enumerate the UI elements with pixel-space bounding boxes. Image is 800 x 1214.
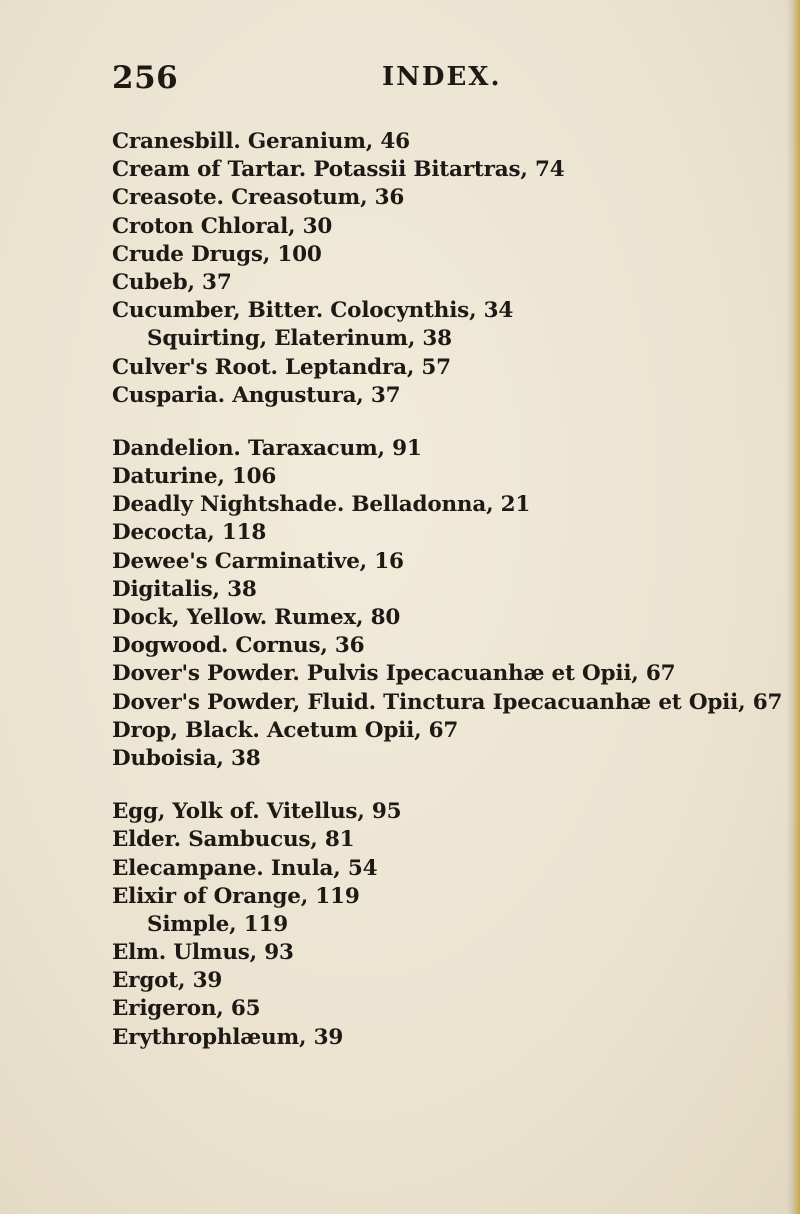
index-entry: Creasote. Creasotum, 36: [112, 185, 405, 211]
running-head: INDEX.: [382, 62, 502, 92]
index-entry: Croton Chloral, 30: [112, 213, 333, 239]
index-section-d: [112, 435, 800, 773]
index-entry: Cubeb, 37: [112, 269, 232, 295]
index-entry: Elixir of Orange, 119: [112, 883, 360, 909]
index-entry: Culver's Root. Leptandra, 57: [112, 354, 451, 380]
index-entry: Crude Drugs, 100: [112, 241, 322, 267]
index-entry: Ergot, 39: [112, 968, 223, 994]
index-entry: Elecampane. Inula, 54: [112, 855, 378, 881]
index-entries: [112, 128, 800, 1077]
index-entry: Dandelion. Taraxacum, 91: [112, 435, 422, 461]
index-entry: Cusparia. Angustura, 37: [112, 382, 401, 408]
index-entry: Dewee's Carminative, 16: [112, 548, 404, 574]
index-entry: Dover's Powder, Fluid. Tinctura Ipecacuanhæ et Opii, 67: [112, 689, 783, 715]
index-entry: Elm. Ulmus, 93: [112, 940, 294, 966]
index-entry: Drop, Black. Acetum Opii, 67: [112, 717, 459, 743]
index-subentry: Simple, 119: [147, 911, 288, 937]
index-entry: Dock, Yellow. Rumex, 80: [112, 605, 401, 630]
index-section-e: [112, 798, 800, 1052]
index-entry: Cream of Tartar. Potassii Bitartras, 74: [112, 157, 565, 183]
index-section-c: [112, 128, 800, 410]
index-entry: Duboisia, 38: [112, 745, 261, 771]
index-entry: Digitalis, 38: [112, 576, 257, 602]
index-subentry: Squirting, Elaterinum, 38: [147, 326, 452, 352]
page-header: [112, 60, 532, 100]
index-entry: Elder. Sambucus, 81: [112, 827, 355, 853]
index-entry: Cranesbill. Geranium, 46: [112, 129, 410, 154]
index-entry: Cucumber, Bitter. Colocynthis, 34: [112, 298, 514, 324]
index-entry: Dover's Powder. Pulvis Ipecacuanhæ et Opii, 67: [112, 661, 676, 687]
index-entry: Erythrophlæum, 39: [112, 1024, 344, 1050]
index-entry: Deadly Nightshade. Belladonna, 21: [112, 492, 531, 518]
index-entry: Dogwood. Cornus, 36: [112, 633, 365, 659]
index-entry: Daturine, 106: [112, 464, 277, 490]
page-number: 256: [112, 60, 179, 96]
index-entry: Erigeron, 65: [112, 996, 261, 1022]
index-entry: Decocta, 118: [112, 520, 267, 546]
index-entry: Egg, Yolk of. Vitellus, 95: [112, 799, 402, 825]
